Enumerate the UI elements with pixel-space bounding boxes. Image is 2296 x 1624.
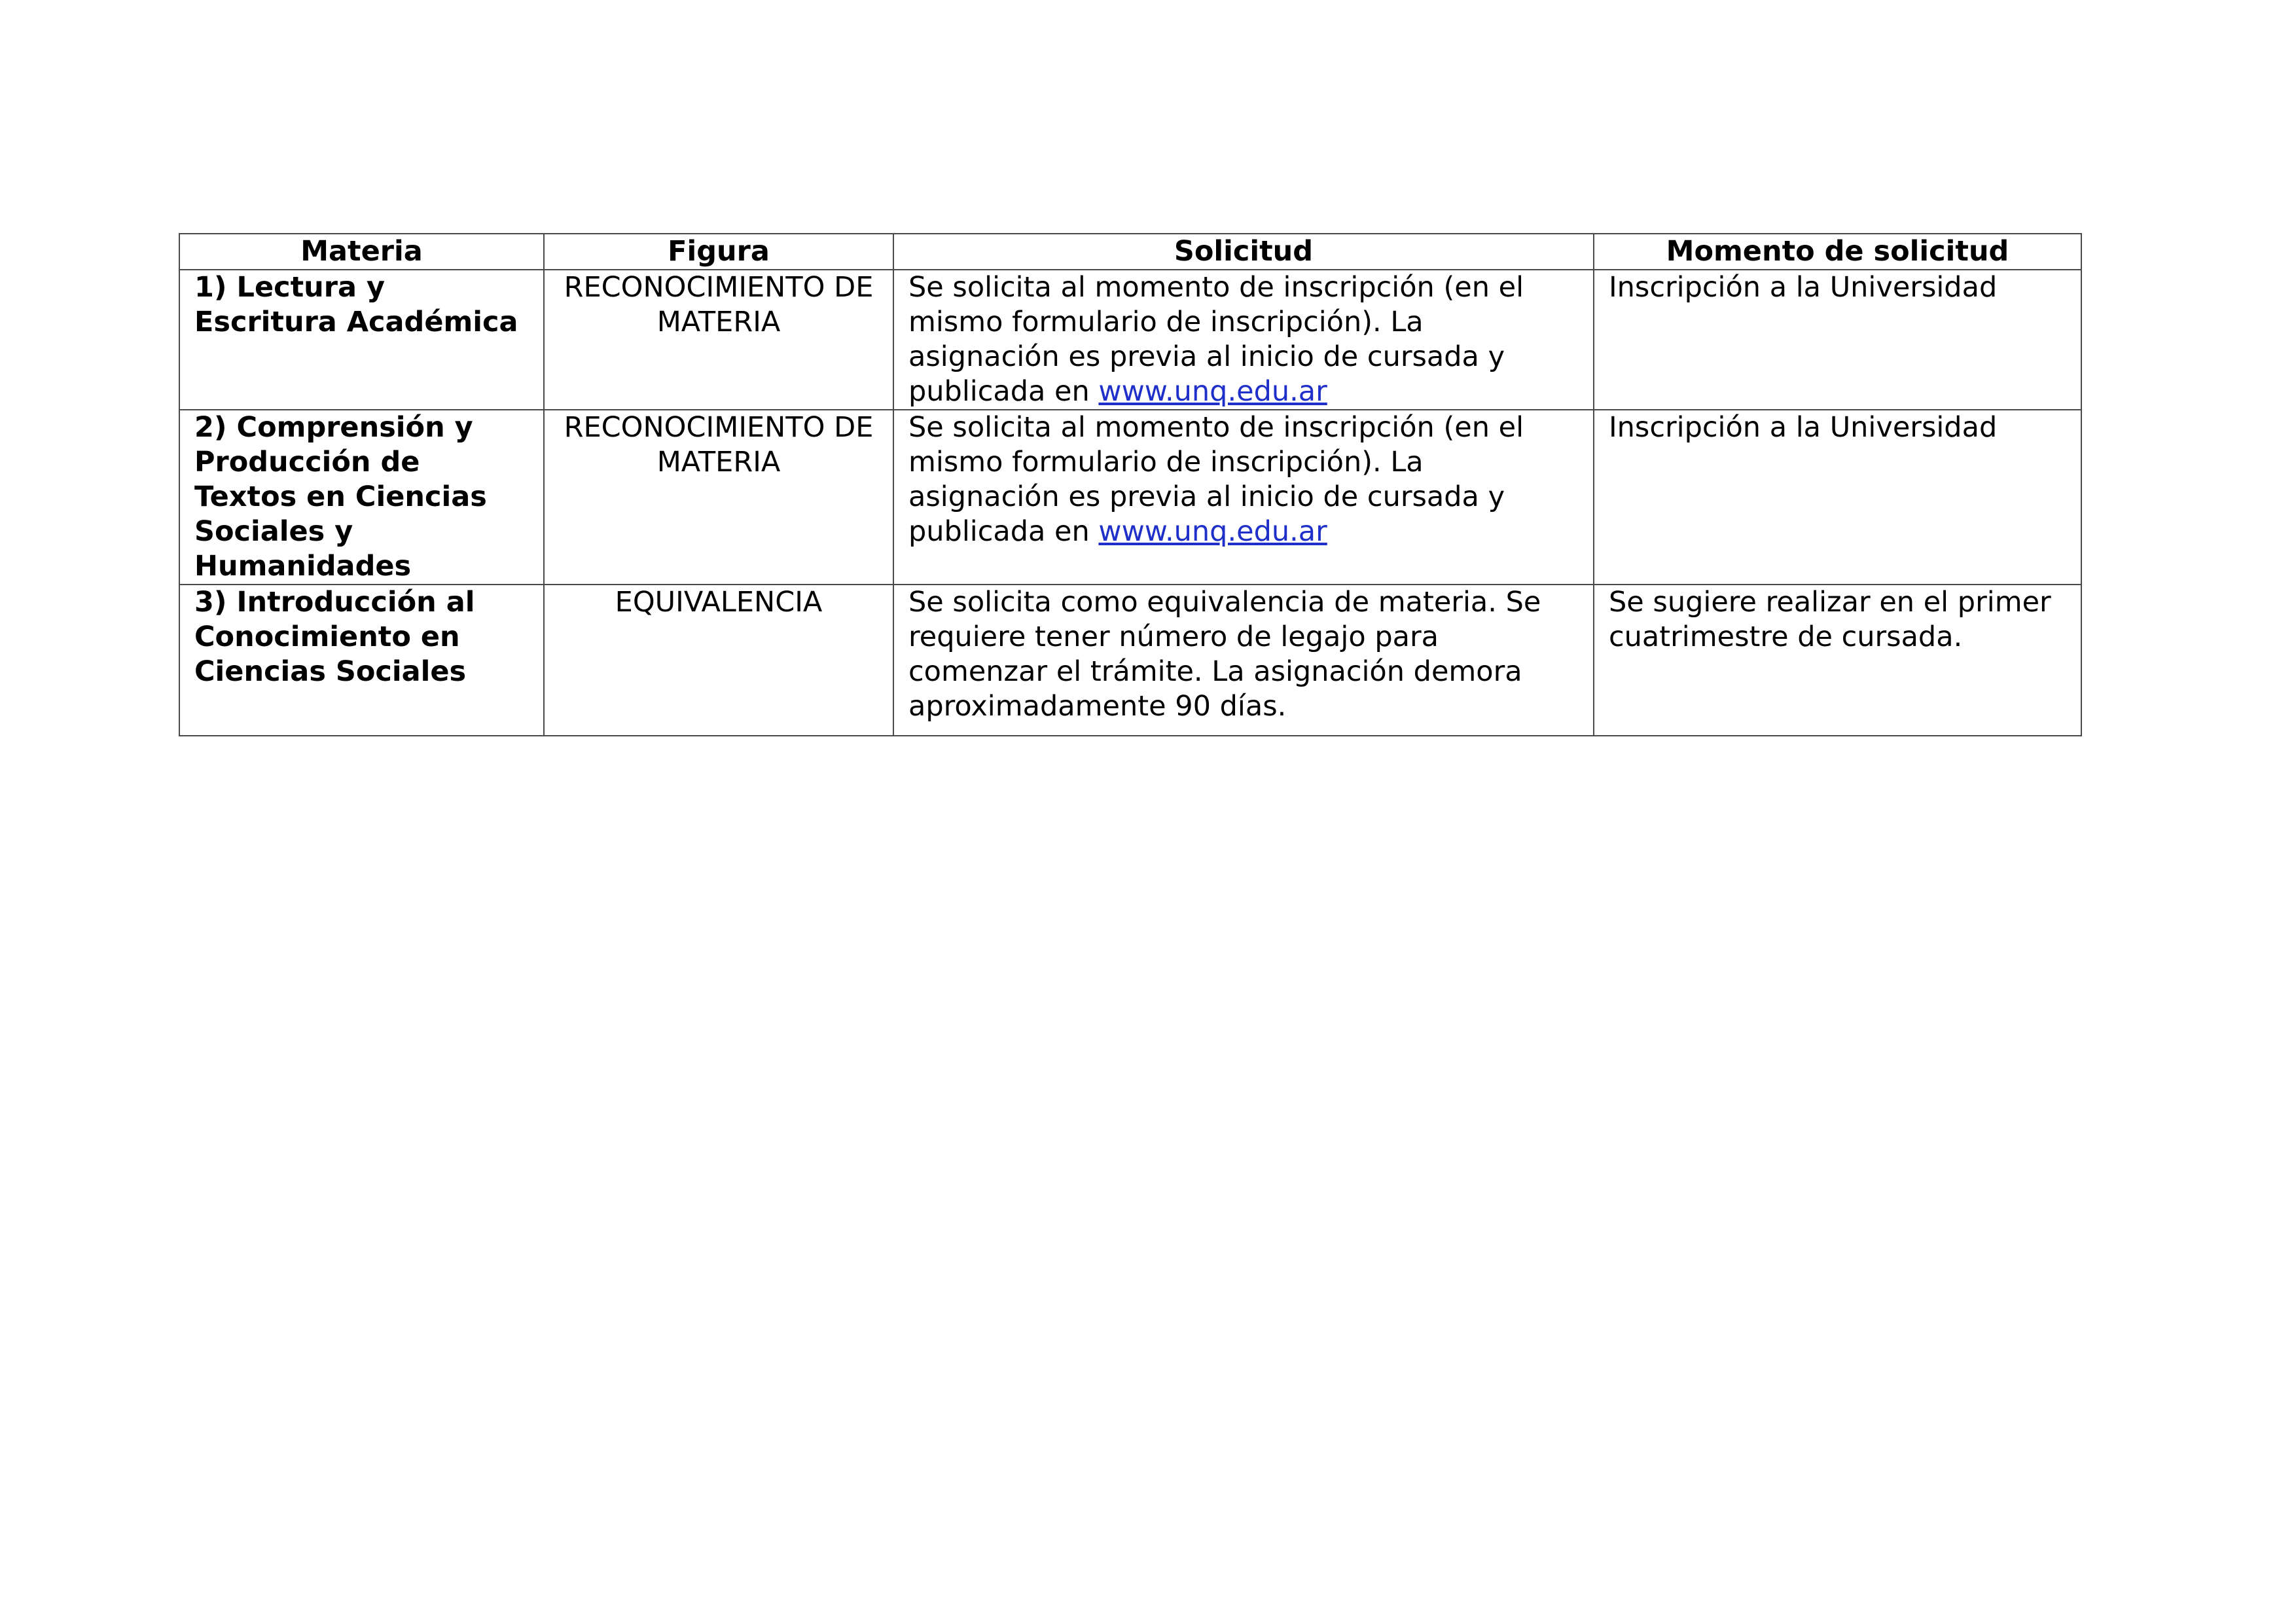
header-momento-de-solicitud: Momento de solicitud	[1594, 234, 2081, 270]
figura-cell: RECONOCIMIENTO DE MATERIA	[544, 270, 893, 410]
materia-cell: 3) Introducción al Conocimiento en Ciencias Sociales	[179, 585, 544, 736]
header-materia: Materia	[179, 234, 544, 270]
solicitud-cell: Se solicita como equivalencia de materia. Se requiere tener número de legajo para comenzar el trámite. La asignación demora aproximadamente 90 días.	[893, 585, 1594, 736]
unq-website-link[interactable]: www.unq.edu.ar	[1098, 375, 1327, 408]
header-solicitud: Solicitud	[893, 234, 1594, 270]
materia-cell: 2) Comprensión y Producción de Textos en Ciencias Sociales y Humanidades	[179, 410, 544, 585]
materia-cell: 1) Lectura y Escritura Académica	[179, 270, 544, 410]
momento-cell: Inscripción a la Universidad	[1594, 410, 2081, 585]
table-row	[179, 270, 2081, 410]
figura-cell: EQUIVALENCIA	[544, 585, 893, 736]
figura-cell: RECONOCIMIENTO DE MATERIA	[544, 410, 893, 585]
momento-cell: Se sugiere realizar en el primer cuatrimestre de cursada.	[1594, 585, 2081, 736]
momento-cell: Inscripción a la Universidad	[1594, 270, 2081, 410]
header-figura: Figura	[544, 234, 893, 270]
solicitud-cell	[893, 410, 1594, 585]
unq-website-link[interactable]: www.unq.edu.ar	[1098, 515, 1327, 548]
solicitud-cell	[893, 270, 1594, 410]
table-row	[179, 410, 2081, 585]
table-row	[179, 585, 2081, 736]
solicitud-text: Se solicita al momento de inscripción (en el mismo formulario de inscripción). La asignación es previa al inicio de cursada y publicada en	[908, 411, 1524, 548]
solicitud-text: Se solicita al momento de inscripción (en el mismo formulario de inscripción). La asignación es previa al inicio de cursada y publicada en	[908, 271, 1524, 408]
table-header-row	[179, 234, 2081, 270]
subjects-table	[179, 233, 2082, 736]
